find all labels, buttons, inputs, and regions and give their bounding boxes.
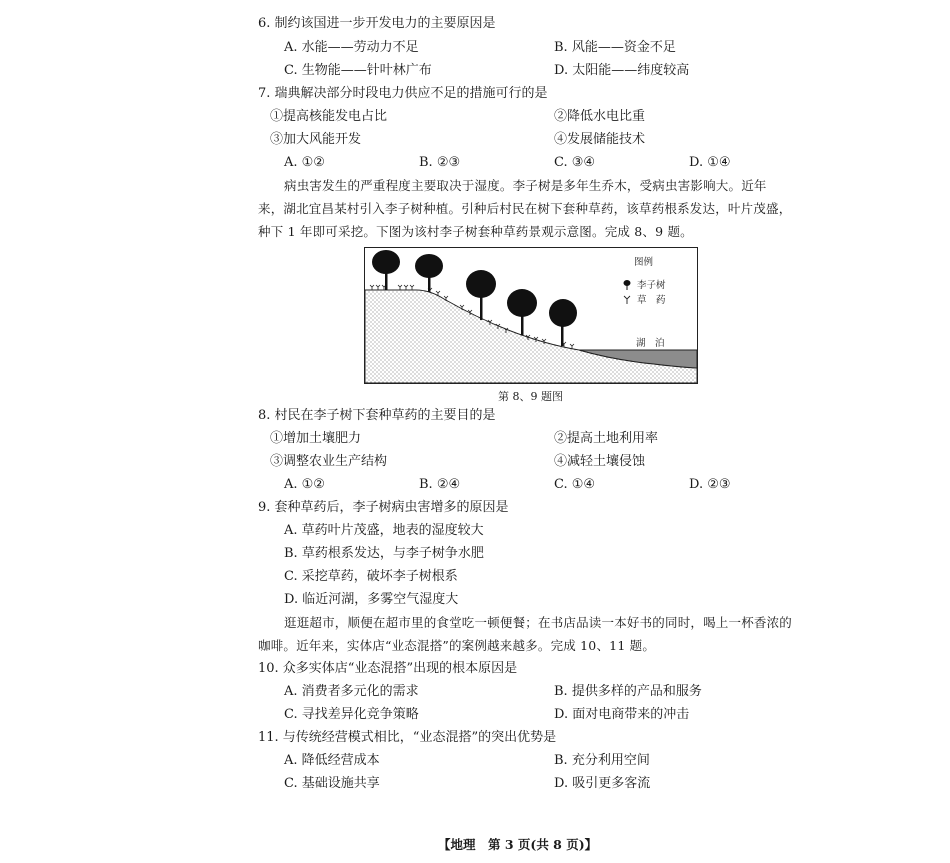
question-9-option-a: A. 草药叶片茂盛，地表的湿度较大 (284, 523, 484, 538)
question-6-option-a: A. 水能——劳动力不足 (284, 40, 419, 55)
question-7-option-a: A. ①② (284, 155, 325, 170)
passage-1-line-2: 来，湖北宜昌某村引入李子树种植。引种后村民在树下套种草药，该草药根系发达，叶片茂盛， (258, 201, 792, 216)
question-6-option-c: C. 生物能——针叶林广布 (284, 63, 432, 78)
question-7-item-3: ③加大风能开发 (270, 132, 362, 147)
question-10-option-d: D. 面对电商带来的冲击 (554, 707, 690, 722)
question-7-item-4: ④发展储能技术 (554, 132, 646, 147)
passage-1-line-1: 病虫害发生的严重程度主要取决于湿度。李子树是多年生乔木，受病虫害影响大。近年 (284, 178, 767, 193)
question-8-item-2: ②提高土地利用率 (554, 431, 659, 446)
question-6-stem: 6. 制约该国进一步开发电力的主要原因是 (258, 16, 496, 31)
question-10-option-b: B. 提供多样的产品和服务 (554, 684, 702, 699)
question-9-option-c: C. 采挖草药，破坏李子树根系 (284, 569, 458, 584)
figure-caption: 第 8、9 题图 (498, 390, 563, 403)
question-11-option-d: D. 吸引更多客流 (554, 776, 651, 791)
question-7-option-d: D. ①④ (689, 155, 731, 170)
question-7-item-1: ①提高核能发电占比 (270, 109, 388, 124)
question-8-option-b: B. ②④ (419, 477, 461, 492)
question-11-stem: 11. 与传统经营模式相比，“业态混搭”的突出优势是 (258, 730, 557, 745)
question-7-item-2: ②降低水电比重 (554, 109, 646, 124)
question-8-option-a: A. ①② (284, 477, 325, 492)
question-11-option-a: A. 降低经营成本 (284, 753, 380, 768)
question-8-option-c: C. ①④ (554, 477, 596, 492)
plum-herb-landscape-figure (364, 247, 698, 384)
question-7-stem: 7. 瑞典解决部分时段电力供应不足的措施可行的是 (258, 86, 548, 101)
question-9-option-b: B. 草药根系发达，与李子树争水肥 (284, 546, 484, 561)
question-10-stem: 10. 众多实体店“业态混搭”出现的根本原因是 (258, 661, 518, 676)
question-9-option-d: D. 临近河湖，多雾空气湿度大 (284, 592, 459, 607)
question-9-stem: 9. 套种草药后，李子树病虫害增多的原因是 (258, 500, 509, 515)
question-8-item-3: ③调整农业生产结构 (270, 454, 388, 469)
passage-1-line-3: 种下 1 年即可采挖。下图为该村李子树套种草药景观示意图。完成 8、9 题。 (258, 224, 693, 239)
legend-title: 图例 (634, 257, 654, 268)
question-11-option-b: B. 充分利用空间 (554, 753, 650, 768)
legend-tree-label: 李子树 (637, 280, 666, 291)
question-8-item-4: ④减轻土壤侵蚀 (554, 454, 646, 469)
passage-2-line-2: 咖啡。近年来，实体店“业态混搭”的案例越来越多。完成 10、11 题。 (258, 638, 656, 653)
page-footer: 【地理 第 3 页(共 8 页)】 (438, 837, 598, 852)
question-8-item-1: ①增加土壤肥力 (270, 431, 362, 446)
question-10-option-a: A. 消费者多元化的需求 (284, 684, 419, 699)
lake-label: 湖 泊 (636, 338, 665, 349)
question-6-option-d: D. 太阳能——纬度较高 (554, 63, 690, 78)
question-7-option-b: B. ②③ (419, 155, 461, 170)
question-10-option-c: C. 寻找差异化竞争策略 (284, 707, 419, 722)
question-8-option-d: D. ②③ (689, 477, 731, 492)
legend-herb-label: 草 药 (637, 295, 666, 306)
question-7-option-c: C. ③④ (554, 155, 596, 170)
question-6-option-b: B. 风能——资金不足 (554, 40, 676, 55)
question-8-stem: 8. 村民在李子树下套种草药的主要目的是 (258, 408, 496, 423)
passage-2-line-1: 逛逛超市，顺便在超市里的食堂吃一顿便餐；在书店品读一本好书的同时，喝上一杯香浓的 (284, 615, 793, 630)
question-11-option-c: C. 基础设施共享 (284, 776, 380, 791)
